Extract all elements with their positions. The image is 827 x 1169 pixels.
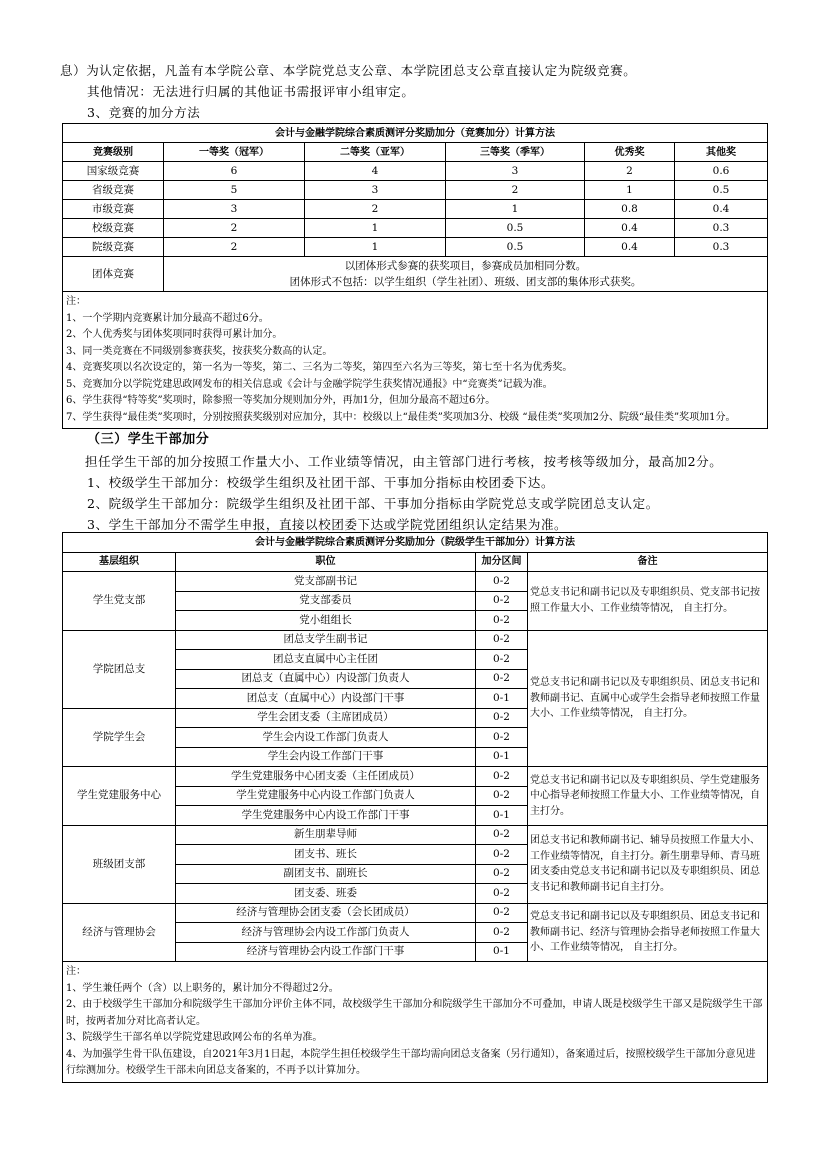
cell: 0-2 (476, 611, 528, 631)
intro-line-1: 息）为认定依据，凡盖有本学院公章、本学院党总支公章、本学院团总支公章直接认定为院级竞赛。 (60, 63, 637, 78)
cell: 0.3 (675, 238, 768, 257)
org-cell: 学生党支部 (63, 572, 176, 631)
cell: 3 (164, 200, 305, 219)
col-header: 三等奖（季军） (446, 143, 585, 162)
cell: 0-2 (476, 923, 528, 943)
cell: 国家级竞赛 (63, 162, 164, 181)
notes-row (63, 292, 768, 429)
cell: 学生党建服务中心内设工作部门干事 (176, 806, 476, 826)
col-header: 其他奖 (675, 143, 768, 162)
cell: 4 (305, 162, 446, 181)
cell: 党小组组长 (176, 611, 476, 631)
col-header: 二等奖（亚军） (305, 143, 446, 162)
cell: 0.4 (585, 219, 675, 238)
cell: 3 (305, 181, 446, 200)
cell: 学生党建服务中心团支委（主任团成员） (176, 767, 476, 787)
cell: 2 (164, 238, 305, 257)
org-cell: 班级团支部 (63, 825, 176, 903)
section-paragraph: 担任学生干部的加分按照工作量大小、工作业绩等情况，由主管部门进行考核，按考核等级加分，最高加2分。 (85, 454, 723, 469)
note-line: 4、竞赛奖项以名次设定的，第一名为一等奖，第二、三名为二等奖，第四至六名为三等奖，第七至十名为优秀奖。 (66, 362, 573, 373)
cell: 学生会内设工作部门干事 (176, 747, 476, 767)
cell: 党支部副书记 (176, 572, 476, 592)
cell: 0-2 (476, 825, 528, 845)
cell: 2 (305, 200, 446, 219)
table-row (63, 200, 768, 219)
team-line: 团体形式不包括：以学生组织（学生社团）、班级、团支部的集体形式获奖。 (289, 276, 642, 288)
cell: 1 (305, 238, 446, 257)
cell: 团体竞赛 (63, 257, 164, 292)
cell: 5 (164, 181, 305, 200)
cell: 校级竞赛 (63, 219, 164, 238)
cell: 团支委、班委 (176, 884, 476, 904)
table-caption: 会计与金融学院综合素质测评分奖励加分（竞赛加分）计算方法 (63, 124, 768, 143)
table-row (63, 181, 768, 200)
cell: 0.4 (585, 238, 675, 257)
cell: 0-2 (476, 884, 528, 904)
note-line: 3、院级学生干部名单以学院党建思政网公布的名单为准。 (66, 1032, 323, 1043)
note-line: 6、学生获得“特等奖”奖项时，除参照一等奖加分规则加分外，再加1分，但加分最高不超过6分。 (66, 395, 496, 406)
note-line: 1、学生兼任两个（含）以上职务的，累计加分不得超过2分。 (66, 982, 339, 994)
cell: 0-2 (476, 728, 528, 748)
remark-cell: 党总支书记和副书记以及专职组织员、团总支书记和教师副书记、直属中心或学生会指导老师按照工作量大小、工作业绩等情况， 自主打分。 (528, 630, 768, 767)
note-line: 注： (66, 296, 86, 307)
org-cell: 经济与管理协会 (63, 903, 176, 962)
cell: 6 (164, 162, 305, 181)
notes-row (63, 962, 768, 1083)
cell: 0.6 (675, 162, 768, 181)
cell: 党支部委员 (176, 591, 476, 611)
intro-line-3: 3、竞赛的加分方法 (87, 105, 201, 120)
col-header: 备注 (528, 552, 768, 572)
table-row (63, 219, 768, 238)
col-header: 基层组织 (63, 552, 176, 572)
col-header: 加分区间 (476, 552, 528, 572)
cell: 1 (585, 181, 675, 200)
cell: 0-2 (476, 650, 528, 670)
note-line: 2、个人优秀奖与团体奖项同时获得可累计加分。 (66, 329, 283, 340)
table-row (63, 162, 768, 181)
col-header: 竞赛级别 (63, 143, 164, 162)
cell: 2 (446, 181, 585, 200)
intro-line-2: 其他情况：无法进行归属的其他证书需报评审小组审定。 (87, 84, 415, 99)
cell: 新生朋辈导师 (176, 825, 476, 845)
cell: 团支书、班长 (176, 845, 476, 865)
cell: 0-2 (476, 572, 528, 592)
note-line: 1、一个学期内竞赛累计加分最高不超过6分。 (66, 312, 269, 324)
team-row (63, 257, 768, 292)
competition-score-table (62, 123, 768, 429)
cell: 省级竞赛 (63, 181, 164, 200)
cell: 学生会团支委（主席团成员） (176, 708, 476, 728)
cell: 0.3 (675, 219, 768, 238)
table-row (63, 630, 768, 650)
team-line: 以团体形式参赛的获奖项目，参赛成员加相同分数。 (344, 260, 587, 272)
cell: 0.4 (675, 200, 768, 219)
cell: 0-2 (476, 630, 528, 650)
team-description (164, 257, 768, 292)
cell: 0-2 (476, 786, 528, 806)
cell: 1 (305, 219, 446, 238)
note-line: 5、竞赛加分以学院党建思政网发布的相关信息或《会计与金融学院学生获奖情况通报》中“竞赛类”记载为准。 (66, 378, 553, 390)
section-item: 2、院级学生干部加分：院级学生组织及社团干部、干事加分指标由学院党总支或学院团总支认定。 (87, 496, 659, 511)
cell: 团总支直属中心主任团 (176, 650, 476, 670)
org-cell: 学院团总支 (63, 630, 176, 708)
cell: 2 (164, 219, 305, 238)
org-cell: 学院学生会 (63, 708, 176, 767)
cell: 0.5 (446, 238, 585, 257)
cadre-score-table (62, 532, 768, 1083)
cell: 0-2 (476, 864, 528, 884)
cell: 团总支学生副书记 (176, 630, 476, 650)
cell: 0.8 (585, 200, 675, 219)
cell: 学生党建服务中心内设工作部门负责人 (176, 786, 476, 806)
cell: 0-2 (476, 708, 528, 728)
col-header: 职位 (176, 552, 476, 572)
cell: 副团支书、副班长 (176, 864, 476, 884)
table-row (63, 903, 768, 923)
cell: 0-1 (476, 942, 528, 962)
table-row (63, 767, 768, 787)
note-line: 3、同一类竞赛在不同级别参赛获奖，按获奖分数高的认定。 (66, 345, 333, 357)
cell: 市级竞赛 (63, 200, 164, 219)
col-header: 一等奖（冠军） (164, 143, 305, 162)
table-row (63, 572, 768, 592)
section-heading: （三）学生干部加分 (87, 432, 210, 447)
cell: 0-1 (476, 747, 528, 767)
cell: 0-2 (476, 767, 528, 787)
cell: 2 (585, 162, 675, 181)
notes (63, 292, 768, 429)
table-row (63, 238, 768, 257)
remark-cell: 团总支书记和教师副书记、辅导员按照工作量大小、工作业绩等情况，自主打分。新生朋辈导师、青马班团支委由党总支书记和副书记以及专职组织员、团总支书记和教师副书记自主打分。 (528, 825, 768, 903)
note-line: 2、由于校级学生干部加分和院级学生干部加分评价主体不同，故校级学生干部加分和院级学生干部加分不可叠加，申请人既是校级学生干部又是院级学生干部时，按两者加分对比高者认定。 (66, 999, 763, 1027)
cell: 1 (446, 200, 585, 219)
cell: 0-1 (476, 689, 528, 709)
table-caption: 会计与金融学院综合素质测评分奖励加分（院级学生干部加分）计算方法 (63, 533, 768, 553)
section-item: 3、学生干部加分不需学生申报，直接以校团委下达或学院党团组织认定结果为准。 (87, 517, 568, 532)
notes (63, 962, 768, 1083)
org-cell: 学生党建服务中心 (63, 767, 176, 826)
cell: 3 (446, 162, 585, 181)
cell: 0-2 (476, 591, 528, 611)
section-item: 1、校级学生干部加分：校级学生组织及社团干部、干事加分指标由校团委下达。 (87, 475, 555, 490)
cell: 0-1 (476, 806, 528, 826)
cell: 团总支（直属中心）内设部门负责人 (176, 669, 476, 689)
cell: 经济与管理协会内设工作部门负责人 (176, 923, 476, 943)
note-line: 7、学生获得“最佳类”奖项时，分别按照获奖级别对应加分，其中：校级以上“最佳类”奖项加3分、校级 “最佳类”奖项加2分、院级“最佳类”奖项加1分。 (66, 411, 736, 423)
cell: 经济与管理协会内设工作部门干事 (176, 942, 476, 962)
note-line: 注： (66, 966, 86, 977)
cell: 学生会内设工作部门负责人 (176, 728, 476, 748)
cell: 院级竞赛 (63, 238, 164, 257)
cell: 0-2 (476, 903, 528, 923)
cell: 团总支（直属中心）内设部门干事 (176, 689, 476, 709)
cell: 经济与管理协会团支委（会长团成员） (176, 903, 476, 923)
cell: 0.5 (675, 181, 768, 200)
cell: 0.5 (446, 219, 585, 238)
cell: 0-2 (476, 669, 528, 689)
remark-cell: 党总支书记和副书记以及专职组织员、学生党建服务中心指导老师按照工作量大小、工作业绩等情况，自主打分。 (528, 767, 768, 826)
remark-cell: 党总支书记和副书记以及专职组织员、党支部书记按照工作量大小、工作业绩等情况， 自主打分。 (528, 572, 768, 631)
col-header: 优秀奖 (585, 143, 675, 162)
table-row (63, 825, 768, 845)
document-page (62, 60, 767, 1083)
cell: 0-2 (476, 845, 528, 865)
note-line: 4、为加强学生骨干队伍建设，自2021年3月1日起，本院学生担任校级学生干部均需向团总支备案（另行通知），备案通过后，按照校级学生干部加分意见进行综测加分。校级学生干部未向团总支备案的，不再予以计算加分。 (66, 1048, 756, 1076)
remark-cell: 党总支书记和副书记以及专职组织员、团总支书记和教师副书记、经济与管理协会指导老师按照工作量大小、工作业绩等情况， 自主打分。 (528, 903, 768, 962)
